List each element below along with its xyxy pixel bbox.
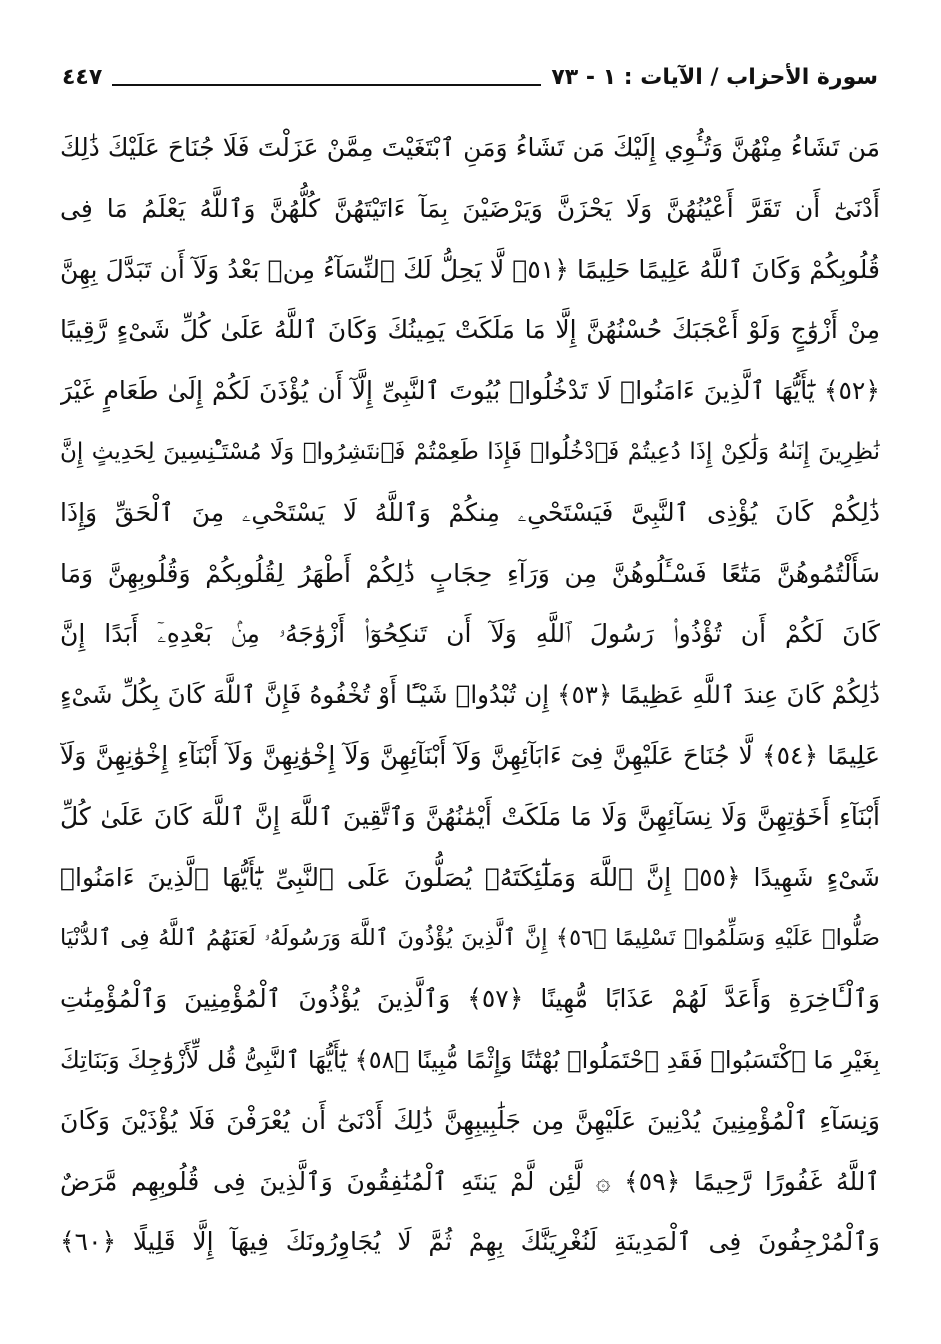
text-line: بِغَيْرِ مَا ٱكْتَسَبُوا۟ فَقَدِ ٱحْتَمَلُوا۟ بُهْتَٰنًا وَإِثْمًا مُّبِينًا ﴿٥٨﴾ يَٰٓأَيُّهَا ٱلنَّبِىُّ قُل لِّأَزْوَٰجِكَ وَبَنَاتِكَ [60, 1045, 880, 1074]
header-rule [112, 84, 541, 86]
text-line: وَٱلْمُرْجِفُونَ فِى ٱلْمَدِينَةِ لَنُغْرِيَنَّكَ بِهِمْ ثُمَّ لَا يُجَاوِرُونَكَ فِيهَآ إِلَّا قَلِيلًا ﴿٦٠﴾ [60, 1227, 880, 1257]
text-line: شَىْءٍ شَهِيدًا ﴿٥٥﴾ إِنَّ ٱللَّهَ وَمَلَٰٓئِكَتَهُۥ يُصَلُّونَ عَلَى ٱلنَّبِىِّ يَٰٓأَيُّهَا ٱلَّذِينَ ءَامَنُوا۟ [60, 862, 880, 892]
page-header [62, 52, 878, 92]
surah-title: سورة الأحزاب / الآيات : ١ - ٧٣ [551, 65, 878, 90]
text-line: ذَٰلِكُمْ كَانَ يُؤْذِى ٱلنَّبِىَّ فَيَسْتَحْىِۦ مِنكُمْ وَٱللَّهُ لَا يَسْتَحْىِۦ مِنَ ٱلْحَقِّ وَإِذَا [60, 497, 880, 527]
text-line: قُلُوبِكُمْ وَكَانَ ٱللَّهُ عَلِيمًا حَلِيمًا ﴿٥١﴾ لَّا يَحِلُّ لَكَ ٱلنِّسَآءُ مِنۢ بَعْدُ وَلَآ أَن تَبَدَّلَ بِهِنَّ [60, 254, 880, 284]
text-line: وَٱلْـَٔاخِرَةِ وَأَعَدَّ لَهُمْ عَذَابًا مُّهِينًا ﴿٥٧﴾ وَٱلَّذِينَ يُؤْذُونَ ٱلْمُؤْمِنِينَ وَٱلْمُؤْمِنَٰتِ [60, 984, 880, 1014]
text-line: ٱللَّهُ غَفُورًا رَّحِيمًا ﴿٥٩﴾ ۞ لَّئِن لَّمْ يَنتَهِ ٱلْمُنَٰفِقُونَ وَٱلَّذِينَ فِى قُلُوبِهِم مَّرَضٌ [60, 1166, 880, 1196]
text-line: كَانَ لَكُمْ أَن تُؤْذُوا۟ رَسُولَ ٱللَّهِ وَلَآ أَن تَنكِحُوٓا۟ أَزْوَٰجَهُۥ مِنۢ بَعْدِهِۦٓ أَبَدًا إِنَّ [60, 619, 880, 649]
text-line: عَلِيمًا ﴿٥٤﴾ لَّا جُنَاحَ عَلَيْهِنَّ فِىٓ ءَابَآئِهِنَّ وَلَآ أَبْنَآئِهِنَّ وَلَآ إِخْوَٰنِهِنَّ وَلَآ أَبْنَآءِ إِخْوَٰنِهِنَّ وَلَآ [60, 740, 880, 770]
text-line: نَٰظِرِينَ إِنَىٰهُ وَلَٰكِنْ إِذَا دُعِيتُمْ فَٱدْخُلُوا۟ فَإِذَا طَعِمْتُمْ فَٱنتَشِرُوا۟ وَلَا مُسْتَـْٔنِسِينَ لِحَدِيثٍ إِنَّ [60, 438, 880, 465]
text-line: أَدْنَىٰٓ أَن تَقَرَّ أَعْيُنُهُنَّ وَلَا يَحْزَنَّ وَيَرْضَيْنَ بِمَآ ءَاتَيْتَهُنَّ كُلُّهُنَّ وَٱللَّهُ يَعْلَمُ مَا فِى [60, 193, 880, 223]
text-line: مِنْ أَزْوَٰجٍ وَلَوْ أَعْجَبَكَ حُسْنُهُنَّ إِلَّا مَا مَلَكَتْ يَمِينُكَ وَكَانَ ٱللَّهُ عَلَىٰ كُلِّ شَىْءٍ رَّقِيبًا [60, 315, 880, 345]
text-line: أَبْنَآءِ أَخَوَٰتِهِنَّ وَلَا نِسَآئِهِنَّ وَلَا مَا مَلَكَتْ أَيْمَٰنُهُنَّ وَٱتَّقِينَ ٱللَّهَ إِنَّ ٱللَّهَ كَانَ عَلَىٰ كُلِّ [60, 801, 880, 831]
quran-text-block [60, 118, 880, 1273]
text-line: ﴿٥٢﴾ يَٰٓأَيُّهَا ٱلَّذِينَ ءَامَنُوا۟ لَا تَدْخُلُوا۟ بُيُوتَ ٱلنَّبِىِّ إِلَّآ أَن يُؤْذَنَ لَكُمْ إِلَىٰ طَعَامٍ غَيْرَ [60, 376, 880, 406]
text-line: سَأَلْتُمُوهُنَّ مَتَٰعًا فَسْـَٔلُوهُنَّ مِن وَرَآءِ حِجَابٍ ذَٰلِكُمْ أَطْهَرُ لِقُلُوبِكُمْ وَقُلُوبِهِنَّ وَمَا [60, 558, 880, 588]
text-line: صَلُّوا۟ عَلَيْهِ وَسَلِّمُوا۟ تَسْلِيمًا ﴿٥٦﴾ إِنَّ ٱلَّذِينَ يُؤْذُونَ ٱللَّهَ وَرَسُولَهُۥ لَعَنَهُمُ ٱللَّهُ فِى ٱلدُّنْيَا [60, 925, 880, 952]
page-number: ٤٤٧ [62, 65, 103, 90]
text-line: مَن تَشَاءُ مِنْهُنَّ وَتُـُٔوِي إِلَيْكَ مَن تَشَاءُ وَمَنِ ٱبْتَغَيْتَ مِمَّنْ عَزَلْتَ فَلَا جُنَاحَ عَلَيْكَ ذَٰلِكَ [60, 133, 880, 162]
text-line: ذَٰلِكُمْ كَانَ عِندَ ٱللَّهِ عَظِيمًا ﴿٥٣﴾ إِن تُبْدُوا۟ شَيْـًٔا أَوْ تُخْفُوهُ فَإِنَّ ٱللَّهَ كَانَ بِكُلِّ شَىْءٍ [60, 680, 880, 710]
text-line: وَنِسَآءِ ٱلْمُؤْمِنِينَ يُدْنِينَ عَلَيْهِنَّ مِن جَلَٰبِيبِهِنَّ ذَٰلِكَ أَدْنَىٰٓ أَن يُعْرَفْنَ فَلَا يُؤْذَيْنَ وَكَانَ [60, 1105, 880, 1135]
